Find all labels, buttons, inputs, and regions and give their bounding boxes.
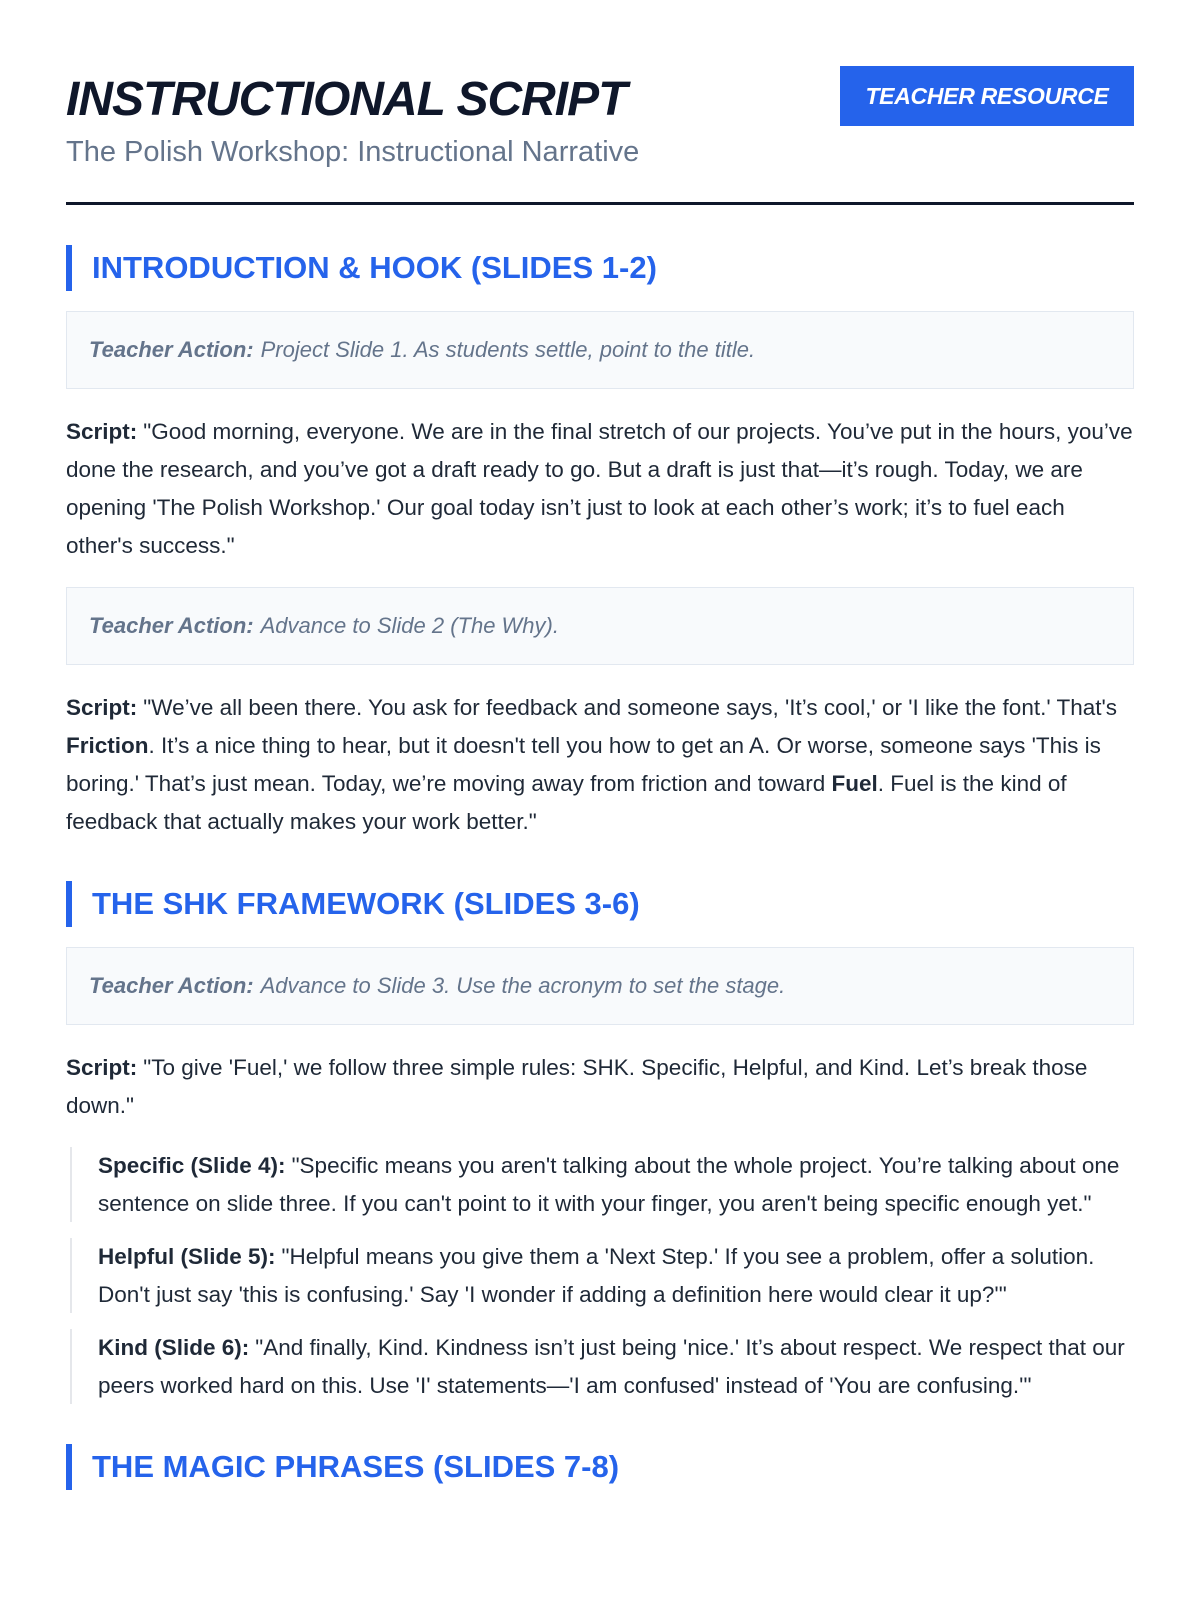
page-title: INSTRUCTIONAL SCRIPT [66, 73, 627, 126]
page-subtitle: The Polish Workshop: Instructional Narrative [66, 136, 640, 168]
shk-item-text: "And finally, Kind. Kindness isn’t just being 'nice.' It’s about respect. We respect that our peers worked hard on this. Use 'I' statements—'I am confused' instead of 'You are confusing.'" [98, 1335, 1125, 1398]
teacher-action-text: Advance to Slide 2 (The Why). [260, 613, 559, 638]
shk-item-label: Kind (Slide 6): [98, 1335, 250, 1360]
script-text-part: . It’s a nice thing to hear, but it doesn't tell you how to get an A. Or worse, someone says 'This is boring.' That’s just mean. Today, we’re moving away from friction and toward [66, 733, 1101, 796]
script-label: Script: [66, 419, 138, 444]
script-text-part: "We’ve all been there. You ask for feedback and someone says, 'It’s cool,' or 'I like the font.' That's [143, 695, 1118, 720]
teacher-action-label: Teacher Action: [89, 337, 254, 362]
teacher-action-label: Teacher Action: [89, 613, 254, 638]
section-heading-shk-framework: THE SHK FRAMEWORK (SLIDES 3-6) [66, 881, 1134, 927]
script-text: "Good morning, everyone. We are in the final stretch of our projects. You’ve put in the hours, you’ve done the research, and you’ve got a draft ready to go. But a draft is just that—it’s rough. Today, we are opening 'The Polish Workshop.' Our goal today isn’t just to look at each other’s work; it’s to fuel each other's success." [66, 419, 1133, 558]
section-heading-introduction: INTRODUCTION & HOOK (SLIDES 1-2) [66, 245, 1134, 291]
shk-item-label: Specific (Slide 4): [98, 1153, 286, 1178]
shk-item-text: "Helpful means you give them a 'Next Step.' If you see a problem, offer a solution. Don't just say 'this is confusing.' Say 'I wonder if adding a definition here would clear it up?'" [98, 1244, 1095, 1307]
keyword-friction: Friction [66, 733, 149, 758]
shk-item-specific [70, 1147, 1134, 1222]
shk-item-label: Helpful (Slide 5): [98, 1244, 276, 1269]
section-heading-magic-phrases: THE MAGIC PHRASES (SLIDES 7-8) [66, 1444, 1134, 1490]
teacher-action-text: Advance to Slide 3. Use the acronym to set the stage. [260, 973, 786, 998]
keyword-fuel: Fuel [831, 771, 878, 796]
script-text: "To give 'Fuel,' we follow three simple rules: SHK. Specific, Helpful, and Kind. Let’s break those down." [66, 1055, 1088, 1118]
teacher-action-label: Teacher Action: [89, 973, 254, 998]
teacher-action-box [66, 947, 1134, 1025]
script-paragraph [66, 413, 1134, 565]
shk-item-kind [70, 1329, 1134, 1404]
teacher-action-text: Project Slide 1. As students settle, point to the title. [260, 337, 756, 362]
teacher-action-box [66, 587, 1134, 665]
shk-item-helpful [70, 1238, 1134, 1313]
teacher-action-box [66, 311, 1134, 389]
script-paragraph [66, 689, 1134, 841]
script-label: Script: [66, 695, 138, 720]
script-paragraph [66, 1049, 1134, 1125]
document-header [66, 66, 1134, 205]
shk-item-text: "Specific means you aren't talking about the whole project. You’re talking about one sentence on slide three. If you can't point to it with your finger, you aren't being specific enough yet." [98, 1153, 1120, 1216]
teacher-resource-badge: TEACHER RESOURCE [840, 66, 1134, 126]
script-text-part: . Fuel is the kind of feedback that actually makes your work better." [66, 771, 1067, 834]
script-label: Script: [66, 1055, 138, 1080]
